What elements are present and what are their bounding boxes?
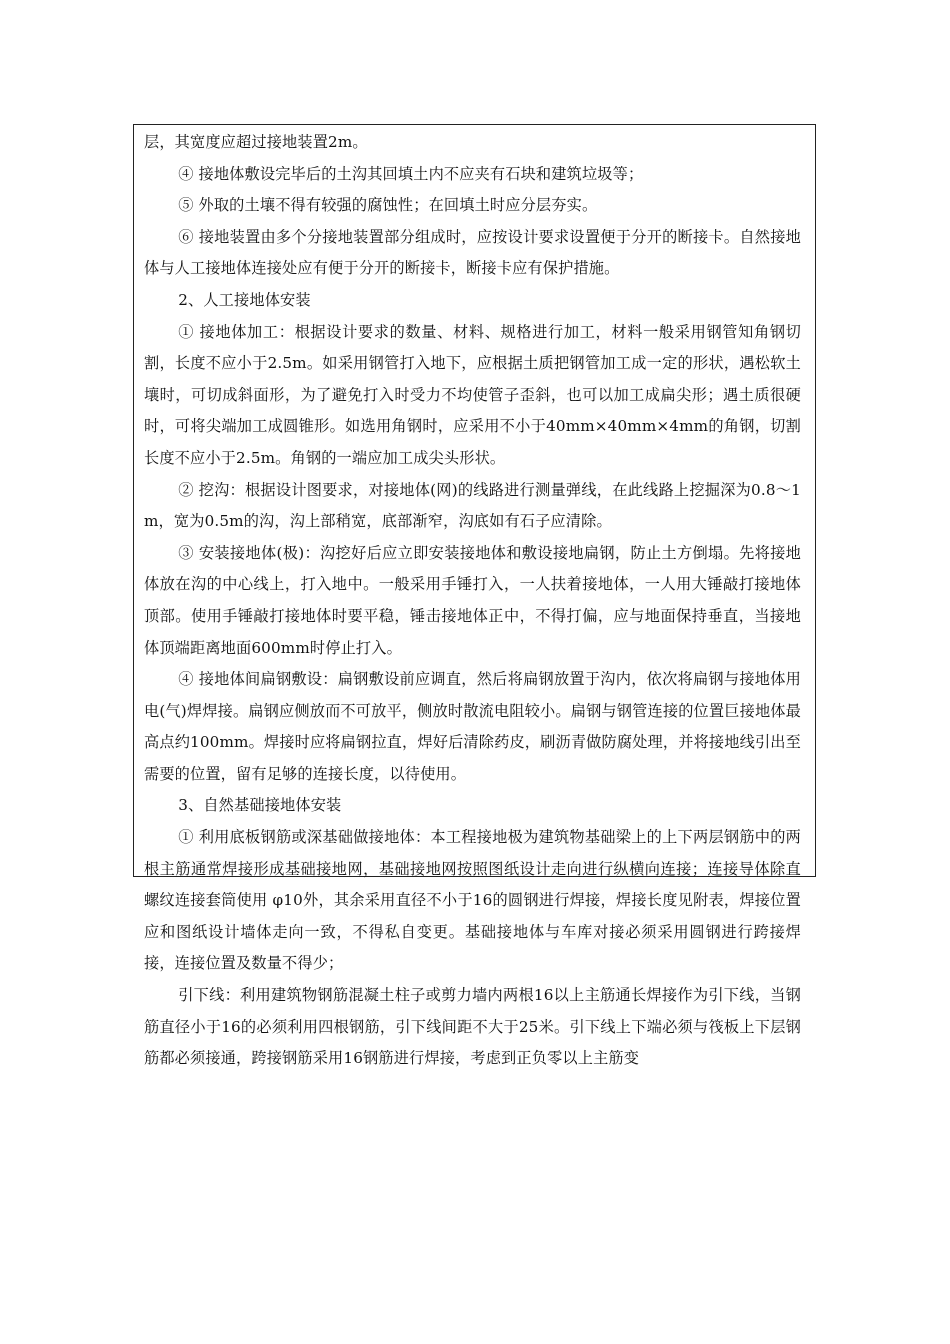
- paragraph-continuation: 层，其宽度应超过接地装置2m。: [144, 133, 368, 151]
- paragraph-item-6: ⑥ 接地装置由多个分接地装置部分组成时，应按设计要求设置便于分开的断接卡。自然接地体与人工接地体连接处应有便于分开的断接卡，断接卡应有保护措施。: [144, 227, 801, 278]
- paragraph-flat-steel: ④ 接地体间扁钢敷设：扁钢敷设前应调直，然后将扁钢放置于沟内，依次将扁钢与接地体用电(气)焊焊接。扁钢应侧放而不可放平，侧放时散流电阻较小。扁钢与钢管连接的位置巨接地体最高点约100mm。焊接时应将扁钢拉直，焊好后清除药皮，刷沥青做防腐处理，并将接地线引出至需要的位置，留有足够的连接长度，以待使用。: [144, 670, 801, 783]
- paragraph-item-4: ④ 接地体敷设完毕后的土沟其回填土内不应夹有石块和建筑垃圾等；: [178, 164, 644, 183]
- paragraph-down-conductor: 引下线：利用建筑物钢筋混凝土柱子或剪力墙内两根16以上主筋通长焊接作为引下线，当钢筋直径小于16的必须利用四根钢筋，引下线间距不大于25米。引下线上下端必须与筏板上下层钢筋都必须接通，跨接钢筋采用16钢筋进行焊接，考虑到正负零以上主筋变: [144, 986, 801, 1068]
- document-frame: [133, 124, 816, 1068]
- paragraph-install-electrode: ③ 安装接地体(极)：沟挖好后应立即安装接地体和敷设接地扁钢，防止土方倒塌。先将接地体放在沟的中心线上，打入地中。一般采用手锤打入，一人扶着接地体，一人用大锤敲打接地体顶部。使用手锤敲打接地体时要平稳，锤击接地体正中，不得打偏，应与地面保持垂直，当接地体顶端距离地面600mm时停止打入。: [144, 543, 801, 657]
- section-heading-2: 2、人工接地体安装: [178, 290, 311, 309]
- paragraph-foundation-rebar: ① 利用底板钢筋或深基础做接地体：本工程接地极为建筑物基础梁上的上下两层钢筋中的两根主筋通常焊接形成基础接地网，基础接地网按照图纸设计走向进行纵横向连接；连接导体除直螺纹连接套筒使用 φ10外，其余采用直径不小于16的圆钢进行焊接，焊接长度见附表，焊接位置应和图纸设计墙体走向一致，不得私自变更。基础接地体与车库对接必须采用圆钢进行跨接焊接，连接位置及数量不得少；: [144, 828, 801, 973]
- paragraph-electrode-processing: ① 接地体加工：根据设计要求的数量、材料、规格进行加工，材料一般采用钢管知角钢切割，长度不应小于2.5m。如采用钢管打入地下，应根据土质把钢管加工成一定的形状，遇松软土壤时，可切成斜面形，为了避免打入时受力不均使管子歪斜，也可以加工成扁尖形；遇土质很硬时，可将尖端加工成圆锥形。如选用角钢时，应采用不小于40mm×40mm×4mm的角钢，切割长度不应小于2.5m。角钢的一端应加工成尖头形状。: [144, 322, 801, 467]
- paragraph-trenching: ② 挖沟：根据设计图要求，对接地体(网)的线路进行测量弹线，在此线路上挖掘深为0.8～1m，宽为0.5m的沟，沟上部稍宽，底部渐窄，沟底如有石子应清除。: [144, 480, 801, 531]
- paragraph-item-5: ⑤ 外取的土壤不得有较强的腐蚀性；在回填土时应分层夯实。: [178, 196, 598, 215]
- section-heading-3: 3、自然基础接地体安装: [178, 796, 342, 815]
